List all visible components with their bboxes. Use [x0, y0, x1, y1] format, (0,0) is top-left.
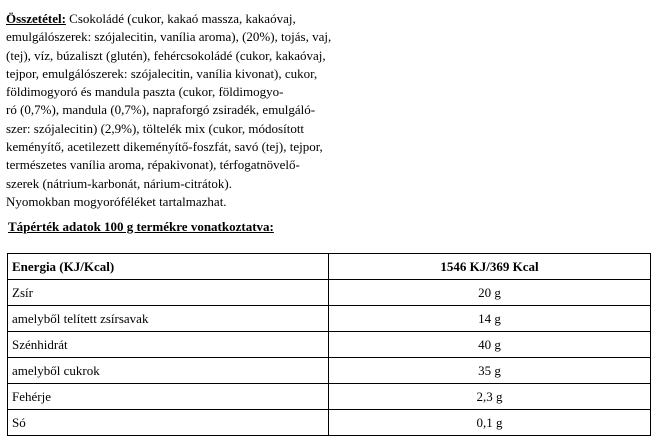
ingredients-line: tejpor, emulgálószerek: szójalecitin, vanília kivonat), cukor,	[6, 65, 318, 81]
ingredients-line	[6, 10, 426, 28]
ingredients-block	[6, 10, 426, 211]
ingredients-line: szerek (nátrium-karbonát, nárium-citrátok).	[6, 175, 232, 191]
nutrient-value: 0,1 g	[329, 410, 651, 436]
table-row	[8, 332, 651, 358]
nutrient-name: amelyből telített zsírsavak	[8, 306, 329, 332]
nutrient-name: Szénhidrát	[8, 332, 329, 358]
table-row	[8, 358, 651, 384]
table-row	[8, 306, 651, 332]
nutrient-value: 40 g	[329, 332, 651, 358]
nutrient-name: Zsír	[8, 280, 329, 306]
table-header-row	[8, 254, 651, 280]
ingredients-line: keményítő, acetilezett dikeményítő-foszfát, savó (tej), tejpor,	[6, 139, 323, 155]
energy-value: 1546 KJ/369 Kcal	[329, 254, 651, 280]
nutrient-value: 35 g	[329, 358, 651, 384]
table-row	[8, 280, 651, 306]
ingredients-line: ró (0,7%), mandula (0,7%), napraforgó zsiradék, emulgáló-	[6, 102, 316, 118]
ingredients-line: természetes vanília aroma, répakivonat), térfogatnövelő-	[6, 157, 300, 173]
ingredients-line: emulgálószerek: szójalecitin, vanília aroma), (20%), tojás, vaj,	[6, 29, 332, 45]
energy-label: Energia (KJ/Kcal)	[8, 254, 329, 280]
ingredients-line: földimogyoró és mandula paszta (cukor, földimogyo-	[6, 84, 284, 100]
allergen-note: Nyomokban mogyoróféléket tartalmazhat.	[6, 193, 227, 209]
nutrient-name: Fehérje	[8, 384, 329, 410]
nutrient-value: 2,3 g	[329, 384, 651, 410]
ingredients-line: (tej), víz, búzaliszt (glutén), fehércsokoládé (cukor, kakaóvaj,	[6, 47, 326, 63]
nutrition-title: Tápérték adatok 100 g termékre vonatkoztatva:	[8, 219, 274, 234]
nutrient-value: 14 g	[329, 306, 651, 332]
nutrient-name: amelyből cukrok	[8, 358, 329, 384]
ingredients-label: Összetétel:	[6, 11, 66, 26]
nutrition-table	[7, 253, 651, 436]
nutrient-name: Só	[8, 410, 329, 436]
table-row	[8, 410, 651, 436]
nutrient-value: 20 g	[329, 280, 651, 306]
table-row	[8, 384, 651, 410]
ingredients-line: szer: szójalecitin) (2,9%), töltelék mix (cukor, módosított	[6, 120, 305, 136]
ingredients-text: Csokoládé (cukor, kakaó massza, kakaóvaj,	[65, 11, 296, 26]
